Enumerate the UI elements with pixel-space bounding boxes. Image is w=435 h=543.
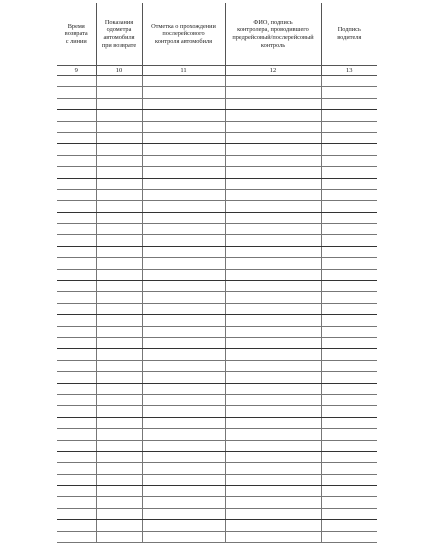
header-return-time: Время возврата с линии — [57, 3, 96, 66]
table-row — [57, 474, 377, 485]
table-row — [57, 440, 377, 451]
blank-cell — [57, 121, 96, 132]
table-row — [57, 520, 377, 531]
blank-cell — [225, 303, 321, 314]
blank-cell — [96, 269, 142, 280]
column-number: 9 — [57, 66, 96, 76]
blank-cell — [96, 76, 142, 87]
blank-cell — [225, 292, 321, 303]
blank-cell — [225, 406, 321, 417]
table-row — [57, 98, 377, 109]
table-row — [57, 121, 377, 132]
blank-cell — [96, 189, 142, 200]
blank-cell — [142, 508, 225, 519]
blank-cell — [57, 201, 96, 212]
table-row — [57, 303, 377, 314]
blank-cell — [96, 132, 142, 143]
blank-cell — [321, 258, 377, 269]
blank-cell — [225, 349, 321, 360]
table-row — [57, 406, 377, 417]
blank-cell — [96, 303, 142, 314]
blank-cell — [96, 212, 142, 223]
blank-cell — [321, 110, 377, 121]
blank-cell — [321, 497, 377, 508]
table-row — [57, 201, 377, 212]
blank-cell — [321, 383, 377, 394]
blank-cell — [142, 246, 225, 257]
blank-cell — [225, 440, 321, 451]
blank-cell — [321, 212, 377, 223]
header-row — [57, 3, 377, 66]
blank-cell — [96, 315, 142, 326]
blank-cell — [96, 406, 142, 417]
blank-cell — [142, 201, 225, 212]
blank-cell — [321, 189, 377, 200]
table-row — [57, 372, 377, 383]
blank-cell — [142, 303, 225, 314]
blank-cell — [57, 98, 96, 109]
blank-cell — [96, 144, 142, 155]
blank-cell — [142, 110, 225, 121]
blank-cell — [225, 87, 321, 98]
table-row — [57, 497, 377, 508]
table-row — [57, 189, 377, 200]
table-row — [57, 417, 377, 428]
blank-cell — [57, 508, 96, 519]
blank-cell — [225, 463, 321, 474]
blank-cell — [96, 520, 142, 531]
blank-cell — [57, 87, 96, 98]
table-row — [57, 132, 377, 143]
blank-cell — [225, 110, 321, 121]
blank-cell — [225, 76, 321, 87]
blank-cell — [57, 281, 96, 292]
column-number: 10 — [96, 66, 142, 76]
blank-cell — [57, 144, 96, 155]
blank-cell — [142, 349, 225, 360]
blank-cell — [142, 235, 225, 246]
blank-cell — [96, 383, 142, 394]
blank-cell — [225, 520, 321, 531]
blank-cell — [57, 189, 96, 200]
blank-cell — [321, 474, 377, 485]
table-row — [57, 315, 377, 326]
table-row — [57, 337, 377, 348]
blank-cell — [96, 349, 142, 360]
header-post-trip-control-mark: Отметка о прохождении послерейсового контроля автомобиля — [142, 3, 225, 66]
blank-cell — [321, 440, 377, 451]
blank-cell — [321, 281, 377, 292]
blank-cell — [57, 212, 96, 223]
blank-cell — [142, 451, 225, 462]
blank-cell — [321, 178, 377, 189]
blank-cell — [321, 132, 377, 143]
blank-cell — [225, 315, 321, 326]
blank-cell — [142, 497, 225, 508]
blank-cell — [57, 429, 96, 440]
blank-cell — [142, 383, 225, 394]
blank-cell — [225, 394, 321, 405]
return-control-table — [57, 3, 377, 543]
blank-cell — [321, 360, 377, 371]
blank-cell — [57, 132, 96, 143]
blank-cell — [321, 76, 377, 87]
blank-cell — [96, 167, 142, 178]
blank-cell — [142, 372, 225, 383]
table-row — [57, 258, 377, 269]
blank-cell — [96, 110, 142, 121]
blank-cell — [142, 463, 225, 474]
blank-cell — [225, 486, 321, 497]
blank-cell — [142, 87, 225, 98]
blank-cell — [57, 292, 96, 303]
blank-cell — [142, 224, 225, 235]
blank-cell — [96, 258, 142, 269]
table-row — [57, 167, 377, 178]
table-row — [57, 429, 377, 440]
blank-cell — [57, 383, 96, 394]
blank-cell — [225, 383, 321, 394]
blank-cell — [321, 406, 377, 417]
table-row — [57, 292, 377, 303]
blank-cell — [321, 315, 377, 326]
header-odometer-reading: Показания одометра автомобиля при возврате — [96, 3, 142, 66]
blank-cell — [225, 132, 321, 143]
blank-cell — [321, 167, 377, 178]
table-row — [57, 224, 377, 235]
blank-cell — [57, 315, 96, 326]
blank-cell — [96, 326, 142, 337]
blank-cell — [225, 429, 321, 440]
blank-cell — [57, 349, 96, 360]
blank-cell — [142, 269, 225, 280]
blank-cell — [225, 121, 321, 132]
blank-cell — [96, 360, 142, 371]
blank-cell — [57, 417, 96, 428]
blank-cell — [96, 417, 142, 428]
table-row — [57, 394, 377, 405]
blank-cell — [321, 155, 377, 166]
blank-cell — [225, 451, 321, 462]
blank-cell — [57, 258, 96, 269]
blank-cell — [57, 326, 96, 337]
blank-cell — [142, 98, 225, 109]
blank-cell — [225, 167, 321, 178]
blank-cell — [57, 463, 96, 474]
blank-cell — [225, 417, 321, 428]
blank-cell — [321, 303, 377, 314]
blank-cell — [142, 121, 225, 132]
blank-cell — [57, 497, 96, 508]
blank-cell — [142, 132, 225, 143]
blank-cell — [321, 98, 377, 109]
blank-cell — [57, 76, 96, 87]
table-row — [57, 486, 377, 497]
blank-cell — [96, 155, 142, 166]
blank-cell — [142, 417, 225, 428]
blank-cell — [57, 167, 96, 178]
blank-cell — [96, 474, 142, 485]
blank-cell — [142, 520, 225, 531]
blank-cell — [57, 224, 96, 235]
blank-cell — [57, 372, 96, 383]
blank-cell — [57, 337, 96, 348]
column-number: 11 — [142, 66, 225, 76]
blank-cell — [57, 451, 96, 462]
blank-cell — [225, 258, 321, 269]
blank-cell — [225, 178, 321, 189]
blank-cell — [96, 440, 142, 451]
blank-cell — [142, 292, 225, 303]
blank-cell — [96, 246, 142, 257]
blank-cell — [96, 178, 142, 189]
table-row — [57, 110, 377, 121]
blank-cell — [96, 337, 142, 348]
blank-cell — [225, 144, 321, 155]
blank-cell — [96, 121, 142, 132]
blank-cell — [96, 486, 142, 497]
blank-cell — [96, 372, 142, 383]
blank-cell — [142, 486, 225, 497]
blank-cell — [321, 486, 377, 497]
blank-cell — [96, 201, 142, 212]
blank-cell — [225, 281, 321, 292]
blank-cell — [225, 246, 321, 257]
blank-cell — [57, 235, 96, 246]
blank-cell — [96, 281, 142, 292]
blank-cell — [321, 508, 377, 519]
blank-cell — [96, 429, 142, 440]
blank-cell — [142, 360, 225, 371]
blank-cell — [96, 224, 142, 235]
blank-cell — [321, 246, 377, 257]
blank-cell — [321, 292, 377, 303]
table-row — [57, 451, 377, 462]
blank-cell — [225, 212, 321, 223]
blank-cell — [225, 235, 321, 246]
blank-cell — [57, 303, 96, 314]
table-row — [57, 178, 377, 189]
blank-cell — [96, 87, 142, 98]
blank-cell — [321, 121, 377, 132]
blank-cell — [57, 360, 96, 371]
entry-rows — [57, 76, 377, 543]
blank-cell — [142, 258, 225, 269]
blank-cell — [225, 474, 321, 485]
table-row — [57, 144, 377, 155]
blank-cell — [142, 406, 225, 417]
blank-cell — [225, 326, 321, 337]
blank-cell — [225, 497, 321, 508]
blank-cell — [142, 167, 225, 178]
blank-cell — [321, 417, 377, 428]
blank-cell — [57, 406, 96, 417]
blank-cell — [57, 486, 96, 497]
blank-cell — [57, 178, 96, 189]
blank-cell — [225, 372, 321, 383]
table-row — [57, 212, 377, 223]
blank-cell — [225, 155, 321, 166]
blank-cell — [142, 155, 225, 166]
blank-cell — [321, 463, 377, 474]
blank-cell — [96, 292, 142, 303]
blank-cell — [142, 326, 225, 337]
blank-cell — [321, 520, 377, 531]
blank-cell — [142, 429, 225, 440]
table-row — [57, 463, 377, 474]
table-row — [57, 76, 377, 87]
blank-cell — [321, 394, 377, 405]
blank-cell — [57, 394, 96, 405]
blank-cell — [57, 269, 96, 280]
table-row — [57, 155, 377, 166]
blank-cell — [321, 87, 377, 98]
blank-cell — [142, 189, 225, 200]
blank-cell — [96, 463, 142, 474]
blank-cell — [57, 474, 96, 485]
table-row — [57, 383, 377, 394]
blank-cell — [321, 326, 377, 337]
column-number: 12 — [225, 66, 321, 76]
blank-cell — [225, 337, 321, 348]
header-controller-name-signature: ФИО, подпись контролера, проводившего предрейсовый/послерейсовый контроль — [225, 3, 321, 66]
blank-cell — [57, 520, 96, 531]
blank-cell — [142, 144, 225, 155]
blank-cell — [142, 178, 225, 189]
blank-cell — [142, 394, 225, 405]
blank-cell — [321, 372, 377, 383]
table-row — [57, 235, 377, 246]
column-number: 13 — [321, 66, 377, 76]
blank-cell — [321, 144, 377, 155]
blank-cell — [321, 269, 377, 280]
blank-cell — [96, 451, 142, 462]
blank-cell — [321, 235, 377, 246]
blank-cell — [142, 440, 225, 451]
blank-cell — [321, 349, 377, 360]
blank-cell — [142, 281, 225, 292]
blank-cell — [57, 246, 96, 257]
blank-cell — [142, 76, 225, 87]
blank-cell — [96, 508, 142, 519]
blank-cell — [225, 269, 321, 280]
blank-cell — [142, 474, 225, 485]
table-row — [57, 326, 377, 337]
blank-cell — [321, 337, 377, 348]
blank-cell — [225, 508, 321, 519]
blank-cell — [225, 224, 321, 235]
blank-cell — [96, 235, 142, 246]
table-row — [57, 281, 377, 292]
column-number-row — [57, 66, 377, 76]
table-row — [57, 246, 377, 257]
log-sheet — [57, 3, 377, 533]
table-row — [57, 360, 377, 371]
blank-cell — [321, 201, 377, 212]
blank-cell — [96, 394, 142, 405]
blank-cell — [142, 212, 225, 223]
table-row — [57, 87, 377, 98]
table-row — [57, 269, 377, 280]
blank-cell — [225, 98, 321, 109]
blank-cell — [142, 337, 225, 348]
blank-cell — [142, 315, 225, 326]
blank-cell — [321, 451, 377, 462]
blank-cell — [57, 110, 96, 121]
table-row — [57, 508, 377, 519]
blank-cell — [225, 360, 321, 371]
blank-cell — [321, 429, 377, 440]
blank-cell — [96, 497, 142, 508]
blank-cell — [96, 98, 142, 109]
table-row — [57, 349, 377, 360]
blank-cell — [57, 440, 96, 451]
blank-cell — [57, 155, 96, 166]
blank-cell — [225, 201, 321, 212]
blank-cell — [225, 189, 321, 200]
blank-cell — [321, 224, 377, 235]
header-driver-signature: Подпись водителя — [321, 3, 377, 66]
